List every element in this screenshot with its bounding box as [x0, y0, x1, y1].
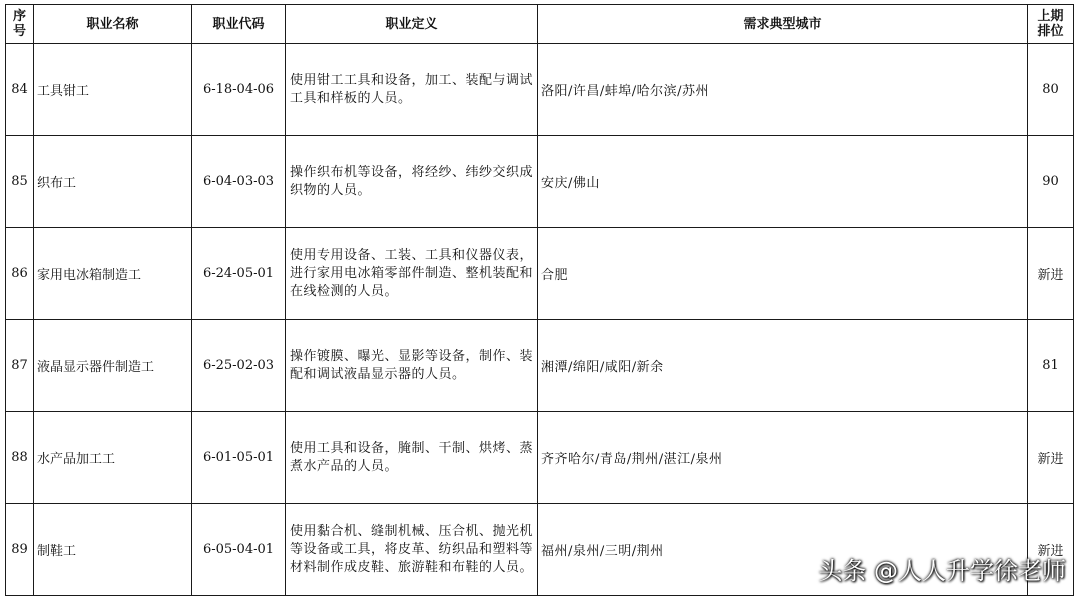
row-code: 6-25-02-03 [192, 320, 286, 412]
row-last-rank: 新进 [1028, 504, 1074, 596]
row-index: 86 [6, 228, 34, 320]
table-row [6, 228, 1074, 320]
table-row [6, 44, 1074, 136]
row-definition: 操作织布机等设备，将经纱、纬纱交织成织物的人员。 [286, 136, 538, 228]
row-cities: 湘潭/绵阳/咸阳/新余 [538, 320, 1028, 412]
row-code: 6-24-05-01 [192, 228, 286, 320]
row-index: 88 [6, 412, 34, 504]
row-definition: 使用专用设备、工装、工具和仪器仪表，进行家用电冰箱零部件制造、整机装配和在线检测的人员。 [286, 228, 538, 320]
table-header-row [6, 5, 1074, 44]
row-cities: 洛阳/许昌/蚌埠/哈尔滨/苏州 [538, 44, 1028, 136]
row-name: 水产品加工工 [34, 412, 192, 504]
row-last-rank: 81 [1028, 320, 1074, 412]
header-index: 序号 [6, 5, 34, 44]
header-code: 职业代码 [192, 5, 286, 44]
header-name: 职业名称 [34, 5, 192, 44]
row-index: 84 [6, 44, 34, 136]
row-definition: 使用钳工工具和设备，加工、装配与调试工具和样板的人员。 [286, 44, 538, 136]
row-cities: 福州/泉州/三明/荆州 [538, 504, 1028, 596]
header-cities: 需求典型城市 [538, 5, 1028, 44]
row-definition: 使用工具和设备，腌制、干制、烘烤、蒸煮水产品的人员。 [286, 412, 538, 504]
row-name: 织布工 [34, 136, 192, 228]
row-last-rank: 90 [1028, 136, 1074, 228]
row-index: 87 [6, 320, 34, 412]
row-last-rank: 新进 [1028, 412, 1074, 504]
row-index: 89 [6, 504, 34, 596]
row-code: 6-01-05-01 [192, 412, 286, 504]
watermark-text: 头条 @人人升学徐老师 [818, 557, 1066, 585]
row-cities: 齐齐哈尔/青岛/荆州/湛江/泉州 [538, 412, 1028, 504]
row-name: 工具钳工 [34, 44, 192, 136]
row-last-rank: 新进 [1028, 228, 1074, 320]
row-definition: 操作镀膜、曝光、显影等设备，制作、装配和调试液晶显示器的人员。 [286, 320, 538, 412]
row-name: 液晶显示器件制造工 [34, 320, 192, 412]
row-last-rank: 80 [1028, 44, 1074, 136]
header-definition: 职业定义 [286, 5, 538, 44]
table-row [6, 136, 1074, 228]
row-name: 家用电冰箱制造工 [34, 228, 192, 320]
row-code: 6-05-04-01 [192, 504, 286, 596]
row-cities: 合肥 [538, 228, 1028, 320]
header-last-rank: 上期排位 [1028, 5, 1074, 44]
table-row [6, 320, 1074, 412]
row-code: 6-04-03-03 [192, 136, 286, 228]
row-cities: 安庆/佛山 [538, 136, 1028, 228]
row-definition: 使用黏合机、缝制机械、压合机、抛光机等设备或工具，将皮革、纺织品和塑料等材料制作成皮鞋、旅游鞋和布鞋的人员。 [286, 504, 538, 596]
row-code: 6-18-04-06 [192, 44, 286, 136]
occupation-table [5, 4, 1074, 596]
table-row [6, 412, 1074, 504]
row-index: 85 [6, 136, 34, 228]
row-name: 制鞋工 [34, 504, 192, 596]
